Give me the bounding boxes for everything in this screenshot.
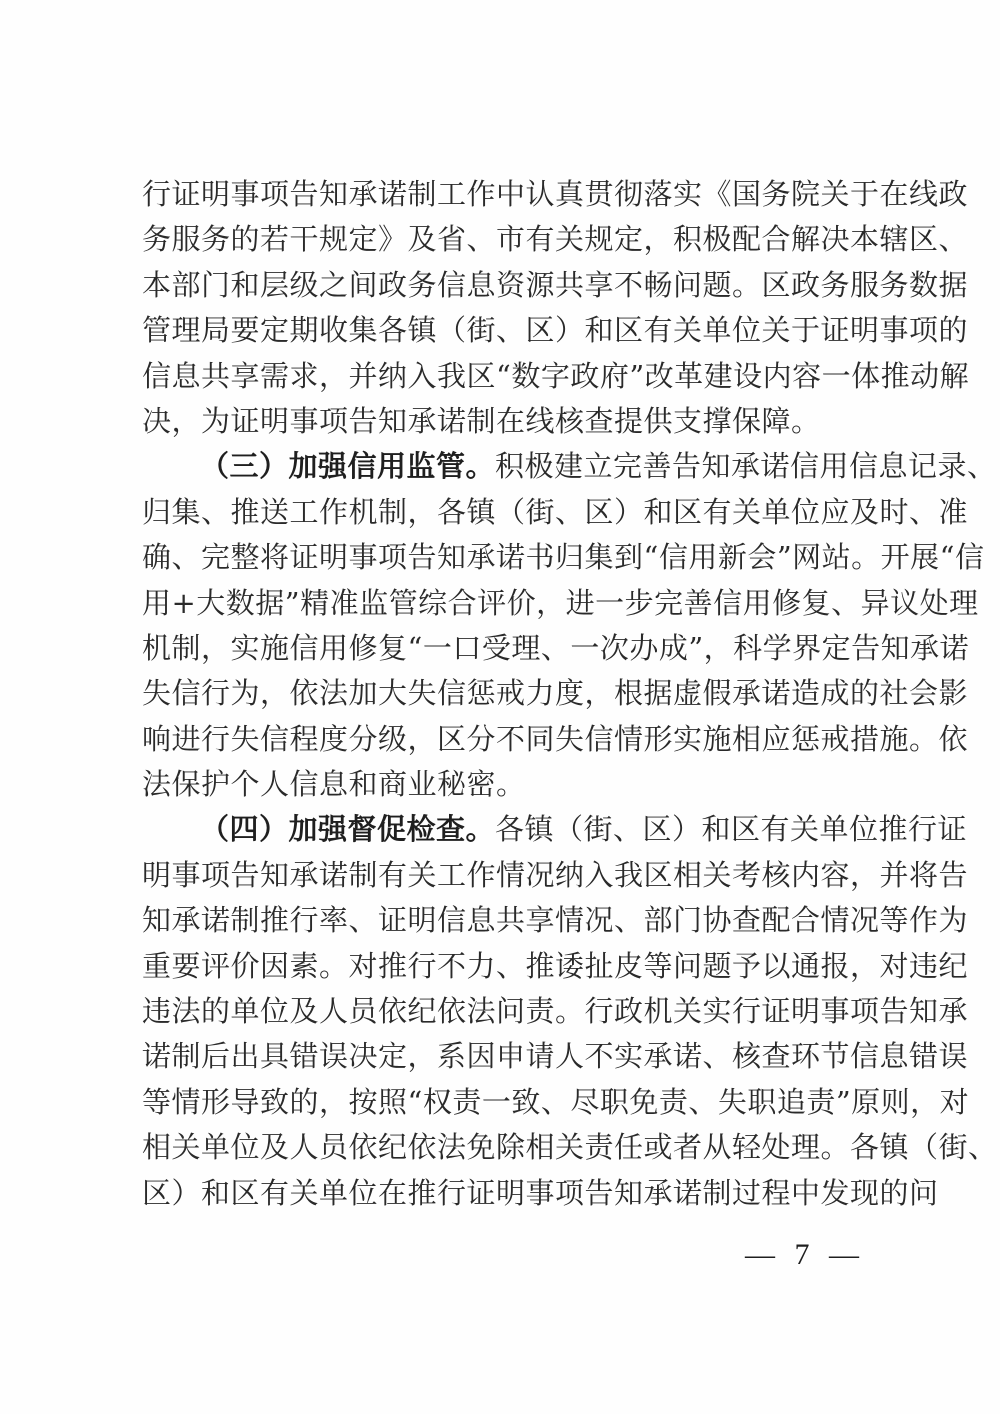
text-line: 本部门和层级之间政务信息资源共享不畅问题。区政务服务数据 [142,267,969,302]
text-line: 相关单位及人员依纪依法免除相关责任或者从轻处理。各镇（街、 [142,1130,998,1165]
text-line: 知承诺制推行率、证明信息共享情况、部门协查配合情况等作为 [142,903,969,938]
text-line: 确、完整将证明事项告知承诺书归集到“信用新会”网站。开展“信 [142,540,985,575]
text-line: 等情形导致的，按照“权责一致、尽职免责、失职追责”原则，对 [142,1084,970,1119]
text-line: 区）和区有关单位在推行证明事项告知承诺制过程中发现的问 [142,1175,939,1210]
text-line: 信息共享需求，并纳入我区“数字政府”改革建设内容一体推动解 [142,358,970,393]
text-line: 机制，实施信用修复“一口受理、一次办成”，科学界定告知承诺 [142,630,970,665]
text-line: 重要评价因素。对推行不力、推诿扯皮等问题予以通报，对违纪 [142,948,969,983]
text-line: 行证明事项告知承诺制工作中认真贯彻落实《国务院关于在线政 [142,177,969,211]
page-number: — 7 — [745,1238,865,1271]
text-line: 违法的单位及人员依纪依法问责。行政机关实行证明事项告知承 [142,994,969,1029]
text-line: 决，为证明事项告知承诺制在线核查提供支撑保障。 [142,403,821,438]
section-4-first-line [142,807,968,852]
section-4-first-line-text: 各镇（街、区）和区有关单位推行证 [495,812,968,847]
text-line: 响进行失信程度分级，区分不同失信情形实施相应惩戒措施。依 [142,721,969,756]
text-line: 归集、推送工作机制，各镇（街、区）和区有关单位应及时、准 [142,494,969,529]
text-line: 诺制后出具错误决定，系因申请人不实承诺、核查环节信息错误 [142,1039,969,1074]
body-text [142,172,998,1216]
section-3-first-line [142,444,997,489]
text-line: 明事项告知承诺制有关工作情况纳入我区相关考核内容，并将告 [142,857,969,892]
text-line: 用+大数据”精准监管综合评价，进一步完善信用修复、异议处理 [142,585,979,620]
section-3-first-line-text: 积极建立完善告知承诺信用信息记录、 [495,449,997,484]
text-line: 法保护个人信息和商业秘密。 [142,767,526,802]
text-line: 失信行为，依法加大失信惩戒力度，根据虚假承诺造成的社会影 [142,676,969,711]
section-3-heading: （三）加强信用监管。 [200,449,496,484]
section-4-heading: （四）加强督促检查。 [200,812,496,847]
text-line: 管理局要定期收集各镇（街、区）和区有关单位关于证明事项的 [142,313,969,348]
text-line: 务服务的若干规定》及省、市有关规定，积极配合解决本辖区、 [142,222,969,257]
